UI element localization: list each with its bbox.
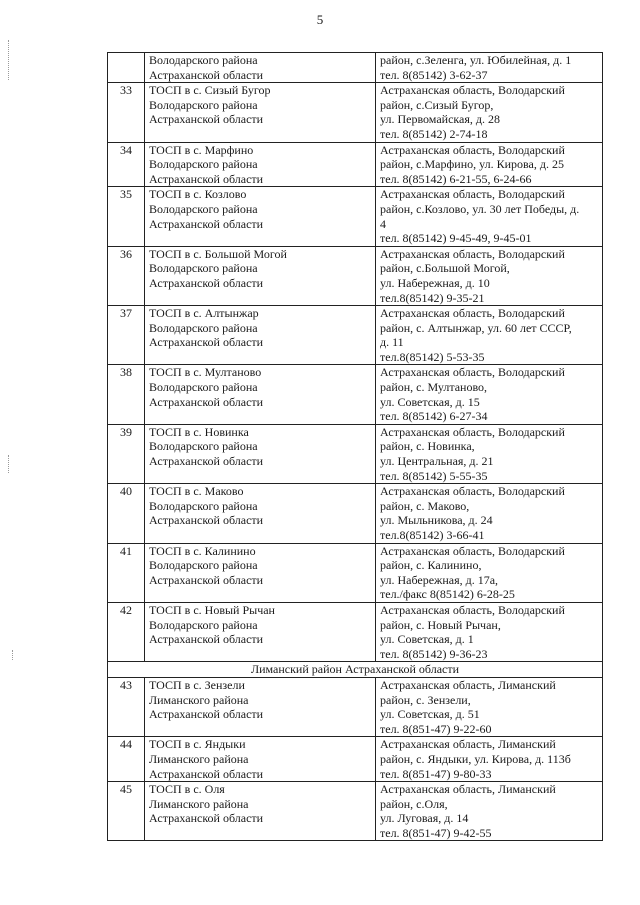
office-address: район, с.Зеленга, ул. Юбилейная, д. 1 тел. 8(85142) 3-62-37 [376,53,603,83]
table-row [108,484,603,543]
office-address: Астраханская область, Володарский район, с.Марфино, ул. Кирова, д. 25 тел. 8(85142) 6-21-55, 6-24-66 [376,142,603,187]
table-row [108,782,603,841]
office-name: ТОСП в с. Сизый Бугор Володарского района Астраханской области [145,83,376,142]
table-row [108,83,603,142]
table-row [108,543,603,602]
office-address: Астраханская область, Володарский район, с. Мултаново, ул. Советская, д. 15 тел. 8(85142) 6-27-34 [376,365,603,424]
row-number: 34 [108,142,145,187]
margin-scan-marks [12,650,15,660]
row-number: 40 [108,484,145,543]
table-body [108,53,603,841]
row-number: 43 [108,677,145,736]
office-address: Астраханская область, Володарский район, с. Новый Рычан, ул. Советская, д. 1 тел. 8(85142) 9-36-23 [376,602,603,661]
office-address: Астраханская область, Володарский район, с. Алтынжар, ул. 60 лет СССР, д. 11 тел.8(85142) 5-53-35 [376,306,603,365]
office-name: ТОСП в с. Алтынжар Володарского района Астраханской области [145,306,376,365]
office-name: ТОСП в с. Оля Лиманского района Астраханской области [145,782,376,841]
table-row [108,246,603,305]
office-address: Астраханская область, Лиманский район, с.Оля, ул. Луговая, д. 14 тел. 8(851-47) 9-42-55 [376,782,603,841]
table-row [108,677,603,736]
table-row [108,306,603,365]
row-number: 42 [108,602,145,661]
section-title: Лиманский район Астраханской области [108,662,603,678]
row-number: 44 [108,737,145,782]
office-name: ТОСП в с. Козлово Володарского района Астраханской области [145,187,376,246]
office-name: ТОСП в с. Большой Могой Володарского района Астраханской области [145,246,376,305]
row-number [108,53,145,83]
page-number: 5 [316,12,324,27]
table-row [108,737,603,782]
margin-scan-marks [8,455,11,473]
row-number: 36 [108,246,145,305]
office-name: ТОСП в с. Новый Рычан Володарского района Астраханской области [145,602,376,661]
office-address: Астраханская область, Лиманский район, с. Зензели, ул. Советская, д. 51 тел. 8(851-47) 9-22-60 [376,677,603,736]
office-address: Астраханская область, Володарский район, с.Большой Могой, ул. Набережная, д. 10 тел.8(85142) 9-35-21 [376,246,603,305]
row-number: 38 [108,365,145,424]
row-number: 39 [108,424,145,483]
office-name: Володарского района Астраханской области [145,53,376,83]
row-number: 35 [108,187,145,246]
office-name: ТОСП в с. Яндыки Лиманского района Астраханской области [145,737,376,782]
office-address: Астраханская область, Лиманский район, с. Яндыки, ул. Кирова, д. 113б тел. 8(851-47) 9-80-33 [376,737,603,782]
office-name: ТОСП в с. Зензели Лиманского района Астраханской области [145,677,376,736]
table-row [108,187,603,246]
table-row [108,365,603,424]
table-row [108,53,603,83]
row-number: 45 [108,782,145,841]
row-number: 41 [108,543,145,602]
row-number: 33 [108,83,145,142]
margin-scan-marks [8,40,11,80]
office-address: Астраханская область, Володарский район, с. Маково, ул. Мыльникова, д. 24 тел.8(85142) 3-66-41 [376,484,603,543]
office-name: ТОСП в с. Калинино Володарского района Астраханской области [145,543,376,602]
row-number: 37 [108,306,145,365]
table-row [108,602,603,661]
table-row [108,424,603,483]
table-row [108,142,603,187]
office-name: ТОСП в с. Марфино Володарского района Астраханской области [145,142,376,187]
office-name: ТОСП в с. Новинка Володарского района Астраханской области [145,424,376,483]
office-name: ТОСП в с. Маково Володарского района Астраханской области [145,484,376,543]
office-address: Астраханская область, Володарский район, с.Сизый Бугор, ул. Первомайская, д. 28 тел. 8(85142) 2-74-18 [376,83,603,142]
office-registry-table [107,52,603,841]
section-header-row [108,662,603,678]
office-address: Астраханская область, Володарский район, с.Козлово, ул. 30 лет Победы, д. 4 тел. 8(85142) 9-45-49, 9-45-01 [376,187,603,246]
office-name: ТОСП в с. Мултаново Володарского района Астраханской области [145,365,376,424]
office-address: Астраханская область, Володарский район, с. Новинка, ул. Центральная, д. 21 тел. 8(85142) 5-55-35 [376,424,603,483]
office-address: Астраханская область, Володарский район, с. Калинино, ул. Набережная, д. 17а, тел./факс 8(85142) 6-28-25 [376,543,603,602]
